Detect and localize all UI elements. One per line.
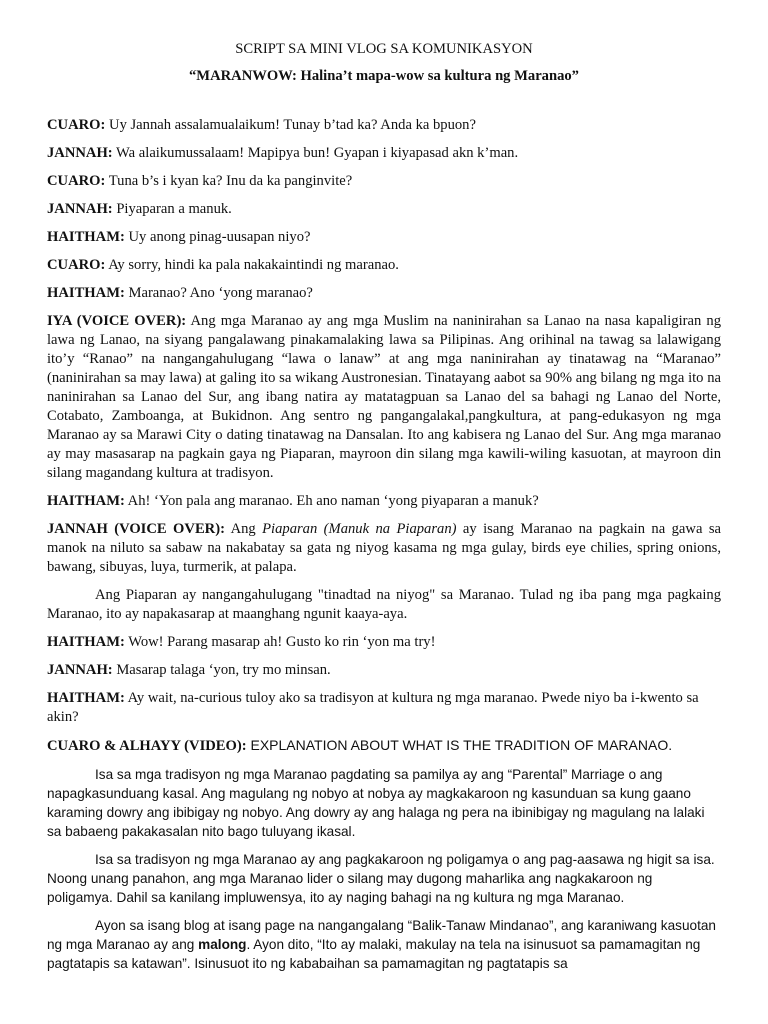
malong-bold: malong <box>198 937 247 952</box>
dialogue-line <box>47 256 721 275</box>
speaker-name: HAITHAM: <box>47 229 125 245</box>
speaker-name: CUARO: <box>47 257 106 273</box>
dialogue-line <box>47 492 721 511</box>
dialogue-text: Ang mga Maranao ay ang mga Muslim na naninirahan sa Lanao na nasa kapaligiran ng lawa ng Lanao, na siyang pangalawang pinakamalaking lawa sa Pilipinas. Ang orihinal na tawag sa lalawigang ito’y “Ranao” na nangangahulugang “lawa o lanaw” at ang mga naninirahan ay tinatawag na “Maranao” (naninirahan sa may lawa) at galing ito sa wikang Austronesian. Tinatayang aabot sa 90% ang bilang ng mga ito na naninirahan sa Lanao del Sur, ang ibang natira ay matatagpuan sa Lanao del sa bahagi ng Lanao del Norte, Cotabato, Zamboanga, at Bukidnon. Ang sentro ng pangangalakal,pangkultura, at pang-edukasyon ng mga Maranao ay sa Marawi City o dating tinatawag na Dansalan. Ito ang kabisera ng Lanao del Sur. Ang mga maranao ay may masasarap na pagkain gaya ng Piaparan, mayroon din silang mga kawili-wiling kasuotan, at mayroon din silang magandang kultura at tradisyon. <box>47 313 722 481</box>
dialogue-line <box>47 661 721 680</box>
speaker-name: JANNAH: <box>47 201 113 217</box>
dialogue-line <box>47 284 721 303</box>
dialogue-text: Ay sorry, hindi ka pala nakakaintindi ng maranao. <box>105 257 399 273</box>
dialogue-line <box>47 144 721 163</box>
script-document <box>47 40 721 982</box>
speaker-name: CUARO: <box>47 173 106 189</box>
dialogue-text: Wow! Parang masarap ah! Gusto ko rin ‘yon ma try! <box>124 634 436 650</box>
dialogue-line <box>47 200 721 219</box>
voice-over-paragraph <box>47 520 721 577</box>
voice-over-paragraph <box>47 312 721 483</box>
speaker-name: CUARO & ALHAYY (VIDEO): <box>47 738 247 754</box>
dialogue-text: Ay wait, na-curious tuloy ako sa tradisyon at kultura ng mga maranao. Pwede niyo ba i-kwento sa akin? <box>47 690 699 725</box>
body-paragraph-marriage: Isa sa mga tradisyon ng mga Maranao pagdating sa pamilya ay ang “Parental” Marriage o ang napagkasunduang kasal. Ang magulang ng nobyo at nobya ay magkakaroon ng kasunduan sa kung gaano karaming dowry ang ibibigay ng nobyo. Ang dowry ay ang halaga ng pera na ibinibigay ng magulang na lalaki sa babaeng pakakasalan nito bago tuluyang ikasal. <box>47 767 705 839</box>
dialogue-text: Uy Jannah assalamualaikum! Tunay b’tad ka? Anda ka bpuon? <box>105 117 476 133</box>
speaker-name: HAITHAM: <box>47 285 125 301</box>
dialogue-text: Tuna b’s i kyan ka? Inu da ka panginvite? <box>105 173 353 189</box>
dialogue-text: Wa alaikumussalaam! Mapipya bun! Gyapan i kiyapasad akn k’man. <box>112 145 519 161</box>
speaker-name: JANNAH (VOICE OVER): <box>47 521 225 537</box>
dialogue-text: Maranao? Ano ‘yong maranao? <box>124 285 313 301</box>
dialogue-line <box>47 689 721 727</box>
video-line <box>47 736 721 756</box>
dialogue-line <box>47 116 721 135</box>
speaker-name: JANNAH: <box>47 662 113 678</box>
body-paragraph-poligamya: Isa sa tradisyon ng mga Maranao ay ang pagkakaroon ng poligamya o ang pag-aasawa ng higit sa isa. Noong unang panahon, ang mga Maranao lider o silang may dugong maharlika ang nagkakaroon ng poligamya. Dahil sa kanilang impluwensya, ito ay naging bahagi na ng kultura ng mga Maranao. <box>47 852 715 905</box>
dialogue-text: Masarap talaga ‘yon, try mo minsan. <box>112 662 331 678</box>
body-paragraph-malong <box>47 916 721 973</box>
dialogue-text: Piyaparan a manuk. <box>112 201 232 217</box>
dialogue-line <box>47 172 721 191</box>
body-paragraph: Ang Piaparan ay nangangahulugang "tinadtad na niyog" sa Maranao. Tulad ng iba pang mga pagkaing Maranao, ito ay napakasarap at maanghang ngunit kaaya-aya. <box>47 587 721 622</box>
document-subtitle: “MARANWOW: Halina’t mapa-wow sa kultura ng Maranao” <box>189 68 579 84</box>
speaker-name: HAITHAM: <box>47 690 125 706</box>
dialogue-text: ay isang Maranao na pagkain na gawa sa manok na niluto sa sabaw na nakabatay sa gata ng niyog kasama ng mga gulay, birds eye chilies, spring onions, bawang, sibuyas, luya, turmerik, at palapa. <box>47 521 721 575</box>
speaker-name: CUARO: <box>47 117 106 133</box>
dialogue-section <box>47 116 721 973</box>
speaker-name: HAITHAM: <box>47 493 125 509</box>
video-explanation-text: EXPLANATION ABOUT WHAT IS THE TRADITION OF MARANAO. <box>246 737 673 753</box>
dialogue-line <box>47 633 721 652</box>
speaker-name: IYA (VOICE OVER): <box>47 313 187 329</box>
paragraph-text: Ayon sa isang blog at isang page na nangangalang “Balik-Tanaw Mindanao”, ang karaniwang kasuotan ng mga Maranao ay ang <box>47 918 716 952</box>
dialogue-text: Uy anong pinag-uusapan niyo? <box>124 229 311 245</box>
dialogue-text: Ah! ‘Yon pala ang maranao. Eh ano naman ‘yong piyaparan a manuk? <box>124 493 539 509</box>
speaker-name: HAITHAM: <box>47 634 125 650</box>
dish-name-italic: Piaparan (Manuk na Piaparan) <box>262 521 457 537</box>
dialogue-text: Ang <box>224 521 263 537</box>
paragraph-text: . Ayon dito, “Ito ay malaki, makulay na tela na isinusuot sa pamamagitan ng pagtatapis sa katawan”. Isinusuot ito ng kababaihan sa pamamagitan ng pagtatapis sa <box>47 937 701 971</box>
document-title: SCRIPT SA MINI VLOG SA KOMUNIKASYON <box>235 41 533 57</box>
speaker-name: JANNAH: <box>47 145 113 161</box>
dialogue-line <box>47 228 721 247</box>
